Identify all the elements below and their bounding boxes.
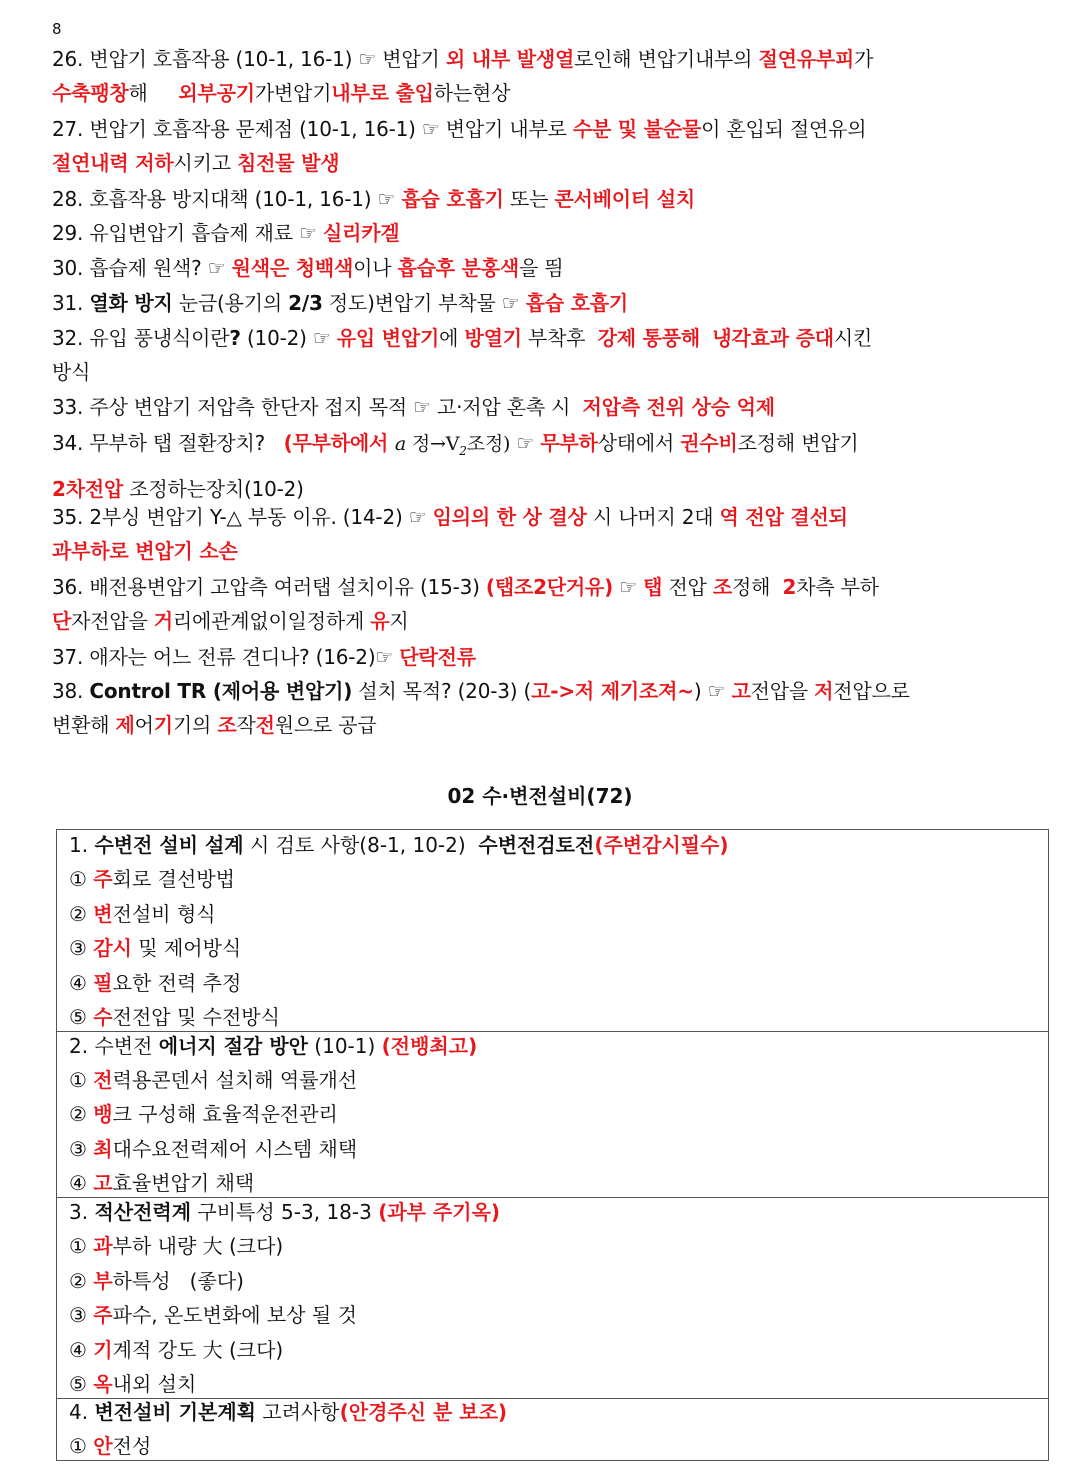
item-number: 30.: [52, 256, 84, 280]
list-item: [69, 862, 235, 896]
text: 리에관계없이일정하게: [172, 609, 371, 633]
bold-text: 수변전 설비 설계: [94, 833, 244, 857]
highlight: 냉각효과 증대: [712, 326, 834, 350]
item-26: [52, 42, 1032, 110]
marker: ②: [69, 902, 94, 926]
highlight: 2: [782, 575, 797, 599]
item-33: [52, 390, 1032, 424]
highlight: (무부하에서: [283, 431, 395, 455]
item-number: 33.: [52, 395, 84, 419]
line-2: [52, 604, 1032, 638]
text: 부하 내량 大 (크다): [112, 1234, 284, 1258]
text: 원으로 공급: [274, 713, 377, 737]
line-2: [52, 146, 1032, 180]
text: (10-1): [307, 1034, 382, 1058]
text: 시 나머지 2대: [586, 505, 720, 529]
text: 상태에서: [597, 431, 681, 455]
item-28: [52, 182, 1032, 216]
marker: ③: [69, 1303, 94, 1327]
text: 전압을: [750, 679, 815, 703]
highlight: 저: [814, 679, 834, 703]
highlight: 부: [93, 1269, 113, 1293]
highlight: 기: [93, 1338, 113, 1362]
text: 기의: [172, 713, 218, 737]
text: 시 검토 사항(8-1, 10-2): [243, 833, 479, 857]
item-27: [52, 112, 1032, 180]
text: 및 제어방식: [131, 936, 242, 960]
highlight: 조: [217, 713, 237, 737]
item-35: [52, 500, 1032, 568]
text: 파수, 온도변화에 보상 될 것: [112, 1303, 357, 1327]
text: 배전용변압기 고압측 여러탭 설치이유 (15-3): [89, 575, 486, 599]
marker: ①: [69, 1234, 94, 1258]
list-item: [69, 966, 241, 1000]
text: 설치 목적? (20-3) (: [352, 679, 532, 703]
highlight: 단락전류: [399, 645, 476, 669]
text: 고려사항: [255, 1400, 340, 1424]
text: 효율변압기 채택: [112, 1171, 255, 1195]
formula-text: 정→V: [406, 433, 460, 455]
list-item: [69, 1298, 357, 1332]
marker: ②: [69, 1269, 94, 1293]
highlight: 필: [93, 971, 113, 995]
text: 정도)변압기 부착물 ☞: [322, 291, 526, 315]
highlight: 흡습후 분홍색: [397, 256, 519, 280]
text: 유입 풍냉식이란: [89, 326, 230, 350]
text: 조정해 변압기: [737, 431, 859, 455]
text: 하는현상: [433, 81, 511, 105]
highlight: 2차전압: [52, 477, 124, 501]
text: 가: [854, 47, 874, 71]
highlight: 유: [370, 609, 390, 633]
text: 가변압기: [254, 81, 332, 105]
highlight: 흡습 호흡기: [525, 291, 629, 315]
highlight: 전: [255, 713, 275, 737]
highlight: (안경주신 분 보조): [339, 1400, 508, 1424]
text: 전압: [662, 575, 713, 599]
text: 을 띔: [518, 256, 564, 280]
item-number: 26.: [52, 47, 84, 71]
text: 작: [236, 713, 256, 737]
text: 력용콘덴서 설치해 역률개선: [112, 1068, 358, 1092]
highlight: 수분 및 불순물: [572, 117, 702, 141]
marker: ②: [69, 1102, 94, 1126]
bold-text: 2/3: [288, 291, 323, 315]
item-37: [52, 640, 1032, 674]
highlight: 단: [52, 609, 72, 633]
highlight: 조: [712, 575, 732, 599]
marker: ④: [69, 971, 94, 995]
box-heading: [69, 1195, 500, 1229]
item-number: 32.: [52, 326, 84, 350]
bold-text: 수변전검토전: [478, 833, 595, 857]
item-30: [52, 251, 1032, 285]
list-item: [69, 1264, 244, 1298]
marker: ③: [69, 936, 94, 960]
text: 눈금(용기의: [172, 291, 289, 315]
bold-text: Control TR (제어용 변압기): [89, 679, 353, 703]
highlight: 제: [115, 713, 135, 737]
marker: ①: [69, 1434, 94, 1458]
text: 조정하는장치(10-2): [123, 477, 304, 501]
marker: ③: [69, 1137, 94, 1161]
text: 변압기 호흡작용 (10-1, 16-1) ☞ 변압기: [89, 47, 446, 71]
item-number: 27.: [52, 117, 84, 141]
text: 해: [128, 81, 179, 105]
line-2: [52, 76, 1032, 110]
highlight: 외부공기: [178, 81, 255, 105]
text: [700, 326, 712, 350]
text: 지: [389, 609, 409, 633]
text: 애자는 어느 전류 견디나? (16-2)☞: [89, 645, 400, 669]
section-title: 02 수·변전설비(72): [447, 784, 633, 808]
text: 유입변압기 흡습제 재료 ☞: [89, 221, 323, 245]
marker: ④: [69, 1338, 94, 1362]
bold-text: 열화 방지: [89, 291, 173, 315]
item-number: 36.: [52, 575, 84, 599]
highlight: 임의의 한 상 결상: [432, 505, 587, 529]
text: 전성: [112, 1434, 152, 1458]
highlight: 절연내력 저하: [52, 151, 174, 175]
box-heading: [69, 828, 729, 862]
bold-text: ?: [229, 326, 241, 350]
list-item: [69, 1229, 283, 1263]
text: 1.: [69, 833, 95, 857]
highlight: 내부로 출입: [331, 81, 434, 105]
highlight: 탭: [643, 575, 663, 599]
line-2: [52, 708, 1032, 742]
highlight: 고->저 제기조져~: [531, 679, 694, 703]
item-number: 29.: [52, 221, 84, 245]
text: 구비특성 5-3, 18-3: [191, 1200, 379, 1224]
formula-subscript: 2: [459, 444, 467, 458]
text: 또는: [503, 187, 555, 211]
marker: ①: [69, 867, 94, 891]
highlight: 무부하: [540, 431, 598, 455]
highlight: 거: [153, 609, 173, 633]
text: 대수요전력제어 시스템 채택: [112, 1137, 358, 1161]
list-item: [69, 931, 241, 965]
highlight: 저압측 전위 상승 억제: [582, 395, 775, 419]
list-item: [69, 1333, 283, 1367]
text: 시킨: [833, 326, 873, 350]
page-number: 8: [52, 20, 62, 38]
highlight: 과부하로 변압기 소손: [52, 539, 238, 563]
text: 2. 수변전: [69, 1034, 159, 1058]
text: 내외 설치: [112, 1372, 197, 1396]
highlight: 절연유부피: [758, 47, 855, 71]
highlight: 원색은 청백색: [231, 256, 354, 280]
text: 에: [439, 326, 465, 350]
item-number: 28.: [52, 187, 84, 211]
text: 회로 결선방법: [112, 867, 235, 891]
highlight: 전: [93, 1068, 113, 1092]
highlight: 방열기: [464, 326, 522, 350]
text: 시키고: [173, 151, 238, 175]
marker: ④: [69, 1171, 94, 1195]
highlight: 최: [93, 1137, 113, 1161]
item-number: 31.: [52, 291, 84, 315]
highlight: 감시: [93, 936, 132, 960]
list-item: [69, 1132, 357, 1166]
text: 자전압을: [71, 609, 154, 633]
box-3: [56, 1197, 1049, 1398]
text: 변압기 호흡작용 문제점 (10-1, 16-1) ☞ 변압기 내부로: [89, 117, 573, 141]
highlight: 콘서베이터 설치: [554, 187, 695, 211]
text: ) ☞: [693, 679, 732, 703]
text: 요한 전력 추정: [112, 971, 242, 995]
item-32: [52, 321, 1032, 389]
highlight: (전뱅최고): [381, 1034, 478, 1058]
marker: ⑤: [69, 1372, 94, 1396]
text: 4.: [69, 1400, 95, 1424]
highlight: (탭조2단거유): [485, 575, 614, 599]
highlight: 주: [93, 867, 113, 891]
highlight: 유입 변압기: [336, 326, 440, 350]
text: 어: [134, 713, 154, 737]
text: 이 혼입되 절연유의: [701, 117, 867, 141]
highlight: 실리카겔: [322, 221, 400, 245]
highlight: 뱅: [93, 1102, 113, 1126]
highlight: 수: [93, 1005, 113, 1029]
text: 2부싱 변압기 Y-△ 부동 이유. (14-2) ☞: [89, 505, 433, 529]
item-38: [52, 674, 1032, 742]
highlight: 강제 통풍해: [597, 326, 701, 350]
text: 부착후: [521, 326, 598, 350]
text: 호흡작용 방지대책 (10-1, 16-1) ☞: [89, 187, 402, 211]
box-2: [56, 1031, 1049, 1197]
bold-text: 적산전력계: [94, 1200, 192, 1224]
highlight: (주변감시필수): [594, 833, 729, 857]
marker: ①: [69, 1068, 94, 1092]
item-34: [52, 426, 1032, 506]
text: 하특성 (좋다): [112, 1269, 244, 1293]
line-2: [52, 534, 1032, 568]
highlight: 과: [93, 1234, 113, 1258]
formula-text: 조정): [466, 433, 511, 455]
highlight: (과부 주기옥): [378, 1200, 501, 1224]
item-31: [52, 286, 1032, 320]
list-item: [69, 897, 216, 931]
item-number: 35.: [52, 505, 84, 529]
line-2: 방식: [52, 360, 91, 384]
box-4: [56, 1398, 1049, 1461]
formula-alpha: a: [394, 433, 407, 455]
item-number: 34.: [52, 431, 84, 455]
box-heading: [69, 1395, 507, 1429]
text: (10-2) ☞: [240, 326, 337, 350]
text: 변환해: [52, 713, 116, 737]
text: 차측 부하: [796, 575, 879, 599]
text: 정해: [731, 575, 783, 599]
highlight: 권수비: [680, 431, 738, 455]
highlight: 안: [93, 1434, 113, 1458]
list-item: [69, 1429, 151, 1463]
text: 크 구성해 효율적운전관리: [112, 1102, 338, 1126]
highlight: 주: [93, 1303, 113, 1327]
text: ☞: [510, 431, 541, 455]
text: 주상 변압기 저압측 한단자 접지 목적 ☞ 고·저압 혼촉 시: [89, 395, 583, 419]
text: 전설비 형식: [112, 902, 216, 926]
text: 전압으로: [833, 679, 910, 703]
bold-text: 에너지 절감 방안: [158, 1034, 308, 1058]
text: 3.: [69, 1200, 95, 1224]
highlight: 고: [731, 679, 751, 703]
box-1: [56, 829, 1049, 1031]
text: 이나: [353, 256, 398, 280]
highlight: 외 내부 발생열: [445, 47, 575, 71]
marker: ⑤: [69, 1005, 94, 1029]
highlight: 수축팽창: [52, 81, 129, 105]
text: 무부하 탭 절환장치?: [89, 431, 284, 455]
list-item: [69, 1097, 338, 1131]
text: 계적 강도 大 (크다): [112, 1338, 284, 1362]
highlight: 변: [93, 902, 113, 926]
highlight: 역 전압 결선되: [719, 505, 848, 529]
item-36: [52, 570, 1032, 638]
text: ☞: [613, 575, 644, 599]
item-29: [52, 216, 1032, 250]
bold-text: 변전설비 기본계획: [94, 1400, 256, 1424]
highlight: 기: [153, 713, 173, 737]
highlight: 고: [93, 1171, 113, 1195]
box-heading: [69, 1029, 477, 1063]
highlight: 흡습 호흡기: [401, 187, 504, 211]
text: 흡습제 원색? ☞: [89, 256, 232, 280]
list-item: [69, 1063, 357, 1097]
highlight: 침전물 발생: [237, 151, 340, 175]
item-number: 38.: [52, 679, 84, 703]
highlight: 옥: [93, 1372, 113, 1396]
text: 로인해 변압기내부의: [574, 47, 759, 71]
text: 전전압 및 수전방식: [112, 1005, 280, 1029]
item-number: 37.: [52, 645, 84, 669]
